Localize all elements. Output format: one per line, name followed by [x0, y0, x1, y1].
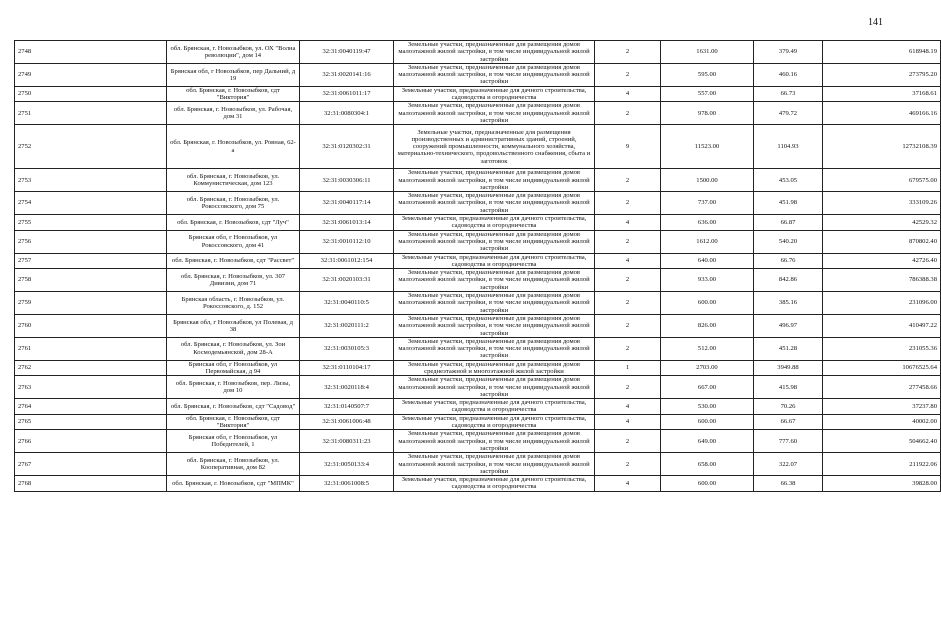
row-number: 2750 [15, 86, 167, 102]
address-cell: обл. Брянская, г. Новозыбков, ул. Ровная, 62-а [167, 125, 300, 169]
area-cell: 1612.00 [661, 230, 754, 253]
specific-value-cell: 66.76 [754, 253, 823, 269]
cadastral-number-cell: 32:31:0061013:14 [300, 215, 394, 231]
address-cell: обл. Брянская, г. Новозыбков, ул. Рабочая, дом 31 [167, 102, 300, 125]
cadastral-value-cell: 231055.36 [823, 337, 941, 360]
cadastral-number-cell: 32:31:0050133:4 [300, 453, 394, 476]
specific-value-cell: 1104.93 [754, 125, 823, 169]
address-cell: обл. Брянская, г. Новозыбков, сдт "Виктория" [167, 414, 300, 430]
table-row [15, 476, 941, 492]
table-row [15, 399, 941, 415]
category-code-cell: 2 [595, 269, 661, 292]
area-cell: 1500.00 [661, 169, 754, 192]
category-code-cell: 2 [595, 192, 661, 215]
category-code-cell: 2 [595, 292, 661, 315]
cadastral-value-cell: 410497.22 [823, 314, 941, 337]
cadastral-number-cell: 32:31:0040110:5 [300, 292, 394, 315]
category-code-cell: 4 [595, 399, 661, 415]
cadastral-number-cell: 32:31:0061011:17 [300, 86, 394, 102]
cadastral-value-cell: 870802.40 [823, 230, 941, 253]
table-row [15, 453, 941, 476]
address-cell: Брянская обл, г Новозыбков, пер Дальний, д 19 [167, 63, 300, 86]
table-row [15, 41, 941, 64]
specific-value-cell: 66.73 [754, 86, 823, 102]
category-code-cell: 2 [595, 314, 661, 337]
land-use-cell: Земельные участки, предназначенные для дачного строительства, садоводства и огородничества [394, 253, 595, 269]
address-cell: Брянская обл, г Новозыбков, ул Полевая, д 38 [167, 314, 300, 337]
land-use-cell: Земельные участки, предназначенные для размещения домов малоэтажной жилой застройки, в том числе индивидуальной жилой застройки [394, 376, 595, 399]
category-code-cell: 2 [595, 430, 661, 453]
row-number: 2762 [15, 360, 167, 376]
row-number: 2749 [15, 63, 167, 86]
table-row [15, 414, 941, 430]
category-code-cell: 2 [595, 63, 661, 86]
address-cell: обл. Брянская, г. Новозыбков, ул. Зои Космодемьянской, дом 28-А [167, 337, 300, 360]
cadastral-value-cell: 618948.19 [823, 41, 941, 64]
row-number: 2755 [15, 215, 167, 231]
category-code-cell: 2 [595, 41, 661, 64]
cadastral-value-cell: 273795.20 [823, 63, 941, 86]
cadastral-value-cell: 679575.00 [823, 169, 941, 192]
table-row [15, 292, 941, 315]
address-cell: Брянская обл, г Новозыбков, ул Рокоссовского, дом 41 [167, 230, 300, 253]
row-number: 2751 [15, 102, 167, 125]
specific-value-cell: 451.28 [754, 337, 823, 360]
address-cell: обл. Брянская, г. Новозыбков, пер. Лизы, дом 10 [167, 376, 300, 399]
land-use-cell: Земельные участки, предназначенные для дачного строительства, садоводства и огородничества [394, 215, 595, 231]
address-cell: обл. Брянская, г. Новозыбков, ул. 307 Дивизии, дом 71 [167, 269, 300, 292]
land-use-cell: Земельные участки, предназначенные для размещения домов малоэтажной жилой застройки, в том числе индивидуальной жилой застройки [394, 102, 595, 125]
land-use-cell: Земельные участки, предназначенные для дачного строительства, садоводства и огородничества [394, 399, 595, 415]
table-row [15, 269, 941, 292]
address-cell: Брянская область, г. Новозыбков, ул. Рокоссовского, д. 152 [167, 292, 300, 315]
cadastral-number-cell: 32:31:0080304:1 [300, 102, 394, 125]
area-cell: 978.00 [661, 102, 754, 125]
category-code-cell: 2 [595, 102, 661, 125]
cadastral-value-cell: 504662.40 [823, 430, 941, 453]
table-row [15, 169, 941, 192]
cadastral-value-cell: 42726.40 [823, 253, 941, 269]
cadastral-value-cell: 786388.38 [823, 269, 941, 292]
specific-value-cell: 842.86 [754, 269, 823, 292]
cadastral-value-table [14, 40, 941, 492]
cadastral-value-cell: 211922.06 [823, 453, 941, 476]
cadastral-value-cell: 333109.26 [823, 192, 941, 215]
cadastral-value-cell: 39828.00 [823, 476, 941, 492]
specific-value-cell: 453.05 [754, 169, 823, 192]
row-number: 2759 [15, 292, 167, 315]
row-number: 2764 [15, 399, 167, 415]
area-cell: 11523.00 [661, 125, 754, 169]
cadastral-number-cell: 32:31:0061006:48 [300, 414, 394, 430]
area-cell: 557.00 [661, 86, 754, 102]
category-code-cell: 2 [595, 376, 661, 399]
specific-value-cell: 322.07 [754, 453, 823, 476]
category-code-cell: 2 [595, 169, 661, 192]
table-row [15, 86, 941, 102]
address-cell: Брянская обл, г Новозыбков, ул Победителей, 1 [167, 430, 300, 453]
cadastral-number-cell: 32:31:0020118:4 [300, 376, 394, 399]
address-cell: обл. Брянская, г. Новозыбков, ул. Рокоссовского, дом 75 [167, 192, 300, 215]
row-number: 2767 [15, 453, 167, 476]
table-row [15, 230, 941, 253]
specific-value-cell: 496.97 [754, 314, 823, 337]
cadastral-number-cell: 32:31:0140507:7 [300, 399, 394, 415]
table-row [15, 253, 941, 269]
area-cell: 2703.00 [661, 360, 754, 376]
specific-value-cell: 415.98 [754, 376, 823, 399]
land-use-cell: Земельные участки, предназначенные для размещения домов малоэтажной жилой застройки, в том числе индивидуальной жилой застройки [394, 192, 595, 215]
land-use-cell: Земельные участки, предназначенные для размещения домов малоэтажной жилой застройки, в том числе индивидуальной жилой застройки [394, 453, 595, 476]
row-number: 2757 [15, 253, 167, 269]
table-row [15, 192, 941, 215]
land-use-cell: Земельные участки, предназначенные для размещения домов малоэтажной жилой застройки, в том числе индивидуальной жилой застройки [394, 430, 595, 453]
specific-value-cell: 66.87 [754, 215, 823, 231]
row-number: 2761 [15, 337, 167, 360]
specific-value-cell: 3949.88 [754, 360, 823, 376]
cadastral-value-cell: 40002.00 [823, 414, 941, 430]
table-row [15, 376, 941, 399]
row-number: 2756 [15, 230, 167, 253]
area-cell: 658.00 [661, 453, 754, 476]
table-row [15, 125, 941, 169]
cadastral-number-cell: 32:31:0061008:5 [300, 476, 394, 492]
land-use-cell: Земельные участки, предназначенные для дачного строительства, садоводства и огородничества [394, 476, 595, 492]
specific-value-cell: 451.98 [754, 192, 823, 215]
land-use-cell: Земельные участки, предназначенные для размещения домов малоэтажной жилой застройки, в том числе индивидуальной жилой застройки [394, 292, 595, 315]
land-use-cell: Земельные участки, предназначенные для размещения домов малоэтажной жилой застройки, в том числе индивидуальной жилой застройки [394, 169, 595, 192]
category-code-cell: 4 [595, 414, 661, 430]
area-cell: 600.00 [661, 292, 754, 315]
row-number: 2765 [15, 414, 167, 430]
row-number: 2748 [15, 41, 167, 64]
land-use-cell: Земельные участки, предназначенные для размещения производственных и административных зданий, строений, сооружений промышленности, коммунального хозяйства, материально-технического, продовольственного снабжения, сбыта и заготовок [394, 125, 595, 169]
category-code-cell: 4 [595, 215, 661, 231]
specific-value-cell: 66.38 [754, 476, 823, 492]
row-number: 2758 [15, 269, 167, 292]
address-cell: обл. Брянская, г. Новозыбков, сдт "Луч" [167, 215, 300, 231]
row-number: 2752 [15, 125, 167, 169]
row-number: 2754 [15, 192, 167, 215]
area-cell: 826.00 [661, 314, 754, 337]
cadastral-number-cell: 32:31:0020141:16 [300, 63, 394, 86]
area-cell: 636.00 [661, 215, 754, 231]
cadastral-number-cell: 32:31:0040119:47 [300, 41, 394, 64]
address-cell: обл. Брянская, г. Новозыбков, ул. ОХ "Волна революции", дом 14 [167, 41, 300, 64]
category-code-cell: 4 [595, 86, 661, 102]
cadastral-number-cell: 32:31:0030306:11 [300, 169, 394, 192]
category-code-cell: 2 [595, 337, 661, 360]
cadastral-number-cell: 32:31:0110104:17 [300, 360, 394, 376]
address-cell: обл. Брянская, г. Новозыбков, сдт "Садовод" [167, 399, 300, 415]
table-row [15, 215, 941, 231]
row-number: 2768 [15, 476, 167, 492]
land-use-cell: Земельные участки, предназначенные для дачного строительства, садоводства и огородничества [394, 86, 595, 102]
category-code-cell: 1 [595, 360, 661, 376]
area-cell: 512.00 [661, 337, 754, 360]
land-use-cell: Земельные участки, предназначенные для размещения домов малоэтажной жилой застройки, в том числе индивидуальной жилой застройки [394, 41, 595, 64]
cadastral-number-cell: 32:31:0010112:10 [300, 230, 394, 253]
area-cell: 737.00 [661, 192, 754, 215]
cadastral-number-cell: 32:31:0040117:14 [300, 192, 394, 215]
row-number: 2763 [15, 376, 167, 399]
cadastral-value-cell: 277458.66 [823, 376, 941, 399]
cadastral-value-cell: 469166.16 [823, 102, 941, 125]
category-code-cell: 9 [595, 125, 661, 169]
cadastral-value-cell: 42529.32 [823, 215, 941, 231]
table-row [15, 430, 941, 453]
table-row [15, 102, 941, 125]
address-cell: обл. Брянская, г. Новозыбков, ул. Коммунистическая, дом 123 [167, 169, 300, 192]
specific-value-cell: 777.60 [754, 430, 823, 453]
cadastral-number-cell: 32:31:0030105:3 [300, 337, 394, 360]
cadastral-value-cell: 231096.00 [823, 292, 941, 315]
category-code-cell: 4 [595, 476, 661, 492]
land-use-cell: Земельные участки, предназначенные для размещения домов среднеэтажной и многоэтажной жилой застройки [394, 360, 595, 376]
table-row [15, 314, 941, 337]
land-use-cell: Земельные участки, предназначенные для дачного строительства, садоводства и огородничества [394, 414, 595, 430]
land-use-cell: Земельные участки, предназначенные для размещения домов малоэтажной жилой застройки, в том числе индивидуальной жилой застройки [394, 230, 595, 253]
table-row [15, 360, 941, 376]
cadastral-value-cell: 37237.80 [823, 399, 941, 415]
category-code-cell: 4 [595, 253, 661, 269]
area-cell: 1631.00 [661, 41, 754, 64]
area-cell: 600.00 [661, 414, 754, 430]
address-cell: обл. Брянская, г. Новозыбков, сдт "Рассвет" [167, 253, 300, 269]
land-use-cell: Земельные участки, предназначенные для размещения домов малоэтажной жилой застройки, в том числе индивидуальной жилой застройки [394, 269, 595, 292]
category-code-cell: 2 [595, 230, 661, 253]
specific-value-cell: 540.20 [754, 230, 823, 253]
address-cell: обл. Брянская, г. Новозыбков, сдт "МПМК" [167, 476, 300, 492]
area-cell: 530.00 [661, 399, 754, 415]
area-cell: 933.00 [661, 269, 754, 292]
cadastral-value-cell: 37168.61 [823, 86, 941, 102]
cadastral-number-cell: 32:31:0061012:154 [300, 253, 394, 269]
address-cell: обл. Брянская, г. Новозыбков, сдт "Виктория" [167, 86, 300, 102]
specific-value-cell: 479.72 [754, 102, 823, 125]
address-cell: обл. Брянская, г. Новозыбков, ул. Кооперативная, дом 82 [167, 453, 300, 476]
area-cell: 595.00 [661, 63, 754, 86]
land-use-cell: Земельные участки, предназначенные для размещения домов малоэтажной жилой застройки, в том числе индивидуальной жилой застройки [394, 314, 595, 337]
page-number: 141 [868, 17, 883, 28]
row-number: 2766 [15, 430, 167, 453]
row-number: 2753 [15, 169, 167, 192]
specific-value-cell: 66.67 [754, 414, 823, 430]
area-cell: 640.00 [661, 253, 754, 269]
specific-value-cell: 460.16 [754, 63, 823, 86]
category-code-cell: 2 [595, 453, 661, 476]
table-row [15, 337, 941, 360]
specific-value-cell: 385.16 [754, 292, 823, 315]
cadastral-number-cell: 32:31:0020103:31 [300, 269, 394, 292]
land-use-cell: Земельные участки, предназначенные для размещения домов малоэтажной жилой застройки, в том числе индивидуальной жилой застройки [394, 63, 595, 86]
cadastral-value-cell: 12732108.39 [823, 125, 941, 169]
table-row [15, 63, 941, 86]
row-number: 2760 [15, 314, 167, 337]
area-cell: 667.00 [661, 376, 754, 399]
address-cell: Брянская обл, г Новозыбков, ул Первомайская, д 94 [167, 360, 300, 376]
area-cell: 600.00 [661, 476, 754, 492]
cadastral-number-cell: 32:31:0020111:2 [300, 314, 394, 337]
cadastral-value-cell: 10676525.64 [823, 360, 941, 376]
specific-value-cell: 379.49 [754, 41, 823, 64]
land-use-cell: Земельные участки, предназначенные для размещения домов малоэтажной жилой застройки, в том числе индивидуальной жилой застройки [394, 337, 595, 360]
area-cell: 649.00 [661, 430, 754, 453]
cadastral-number-cell: 32:31:0120302:31 [300, 125, 394, 169]
cadastral-number-cell: 32:31:0080311:23 [300, 430, 394, 453]
specific-value-cell: 70.26 [754, 399, 823, 415]
